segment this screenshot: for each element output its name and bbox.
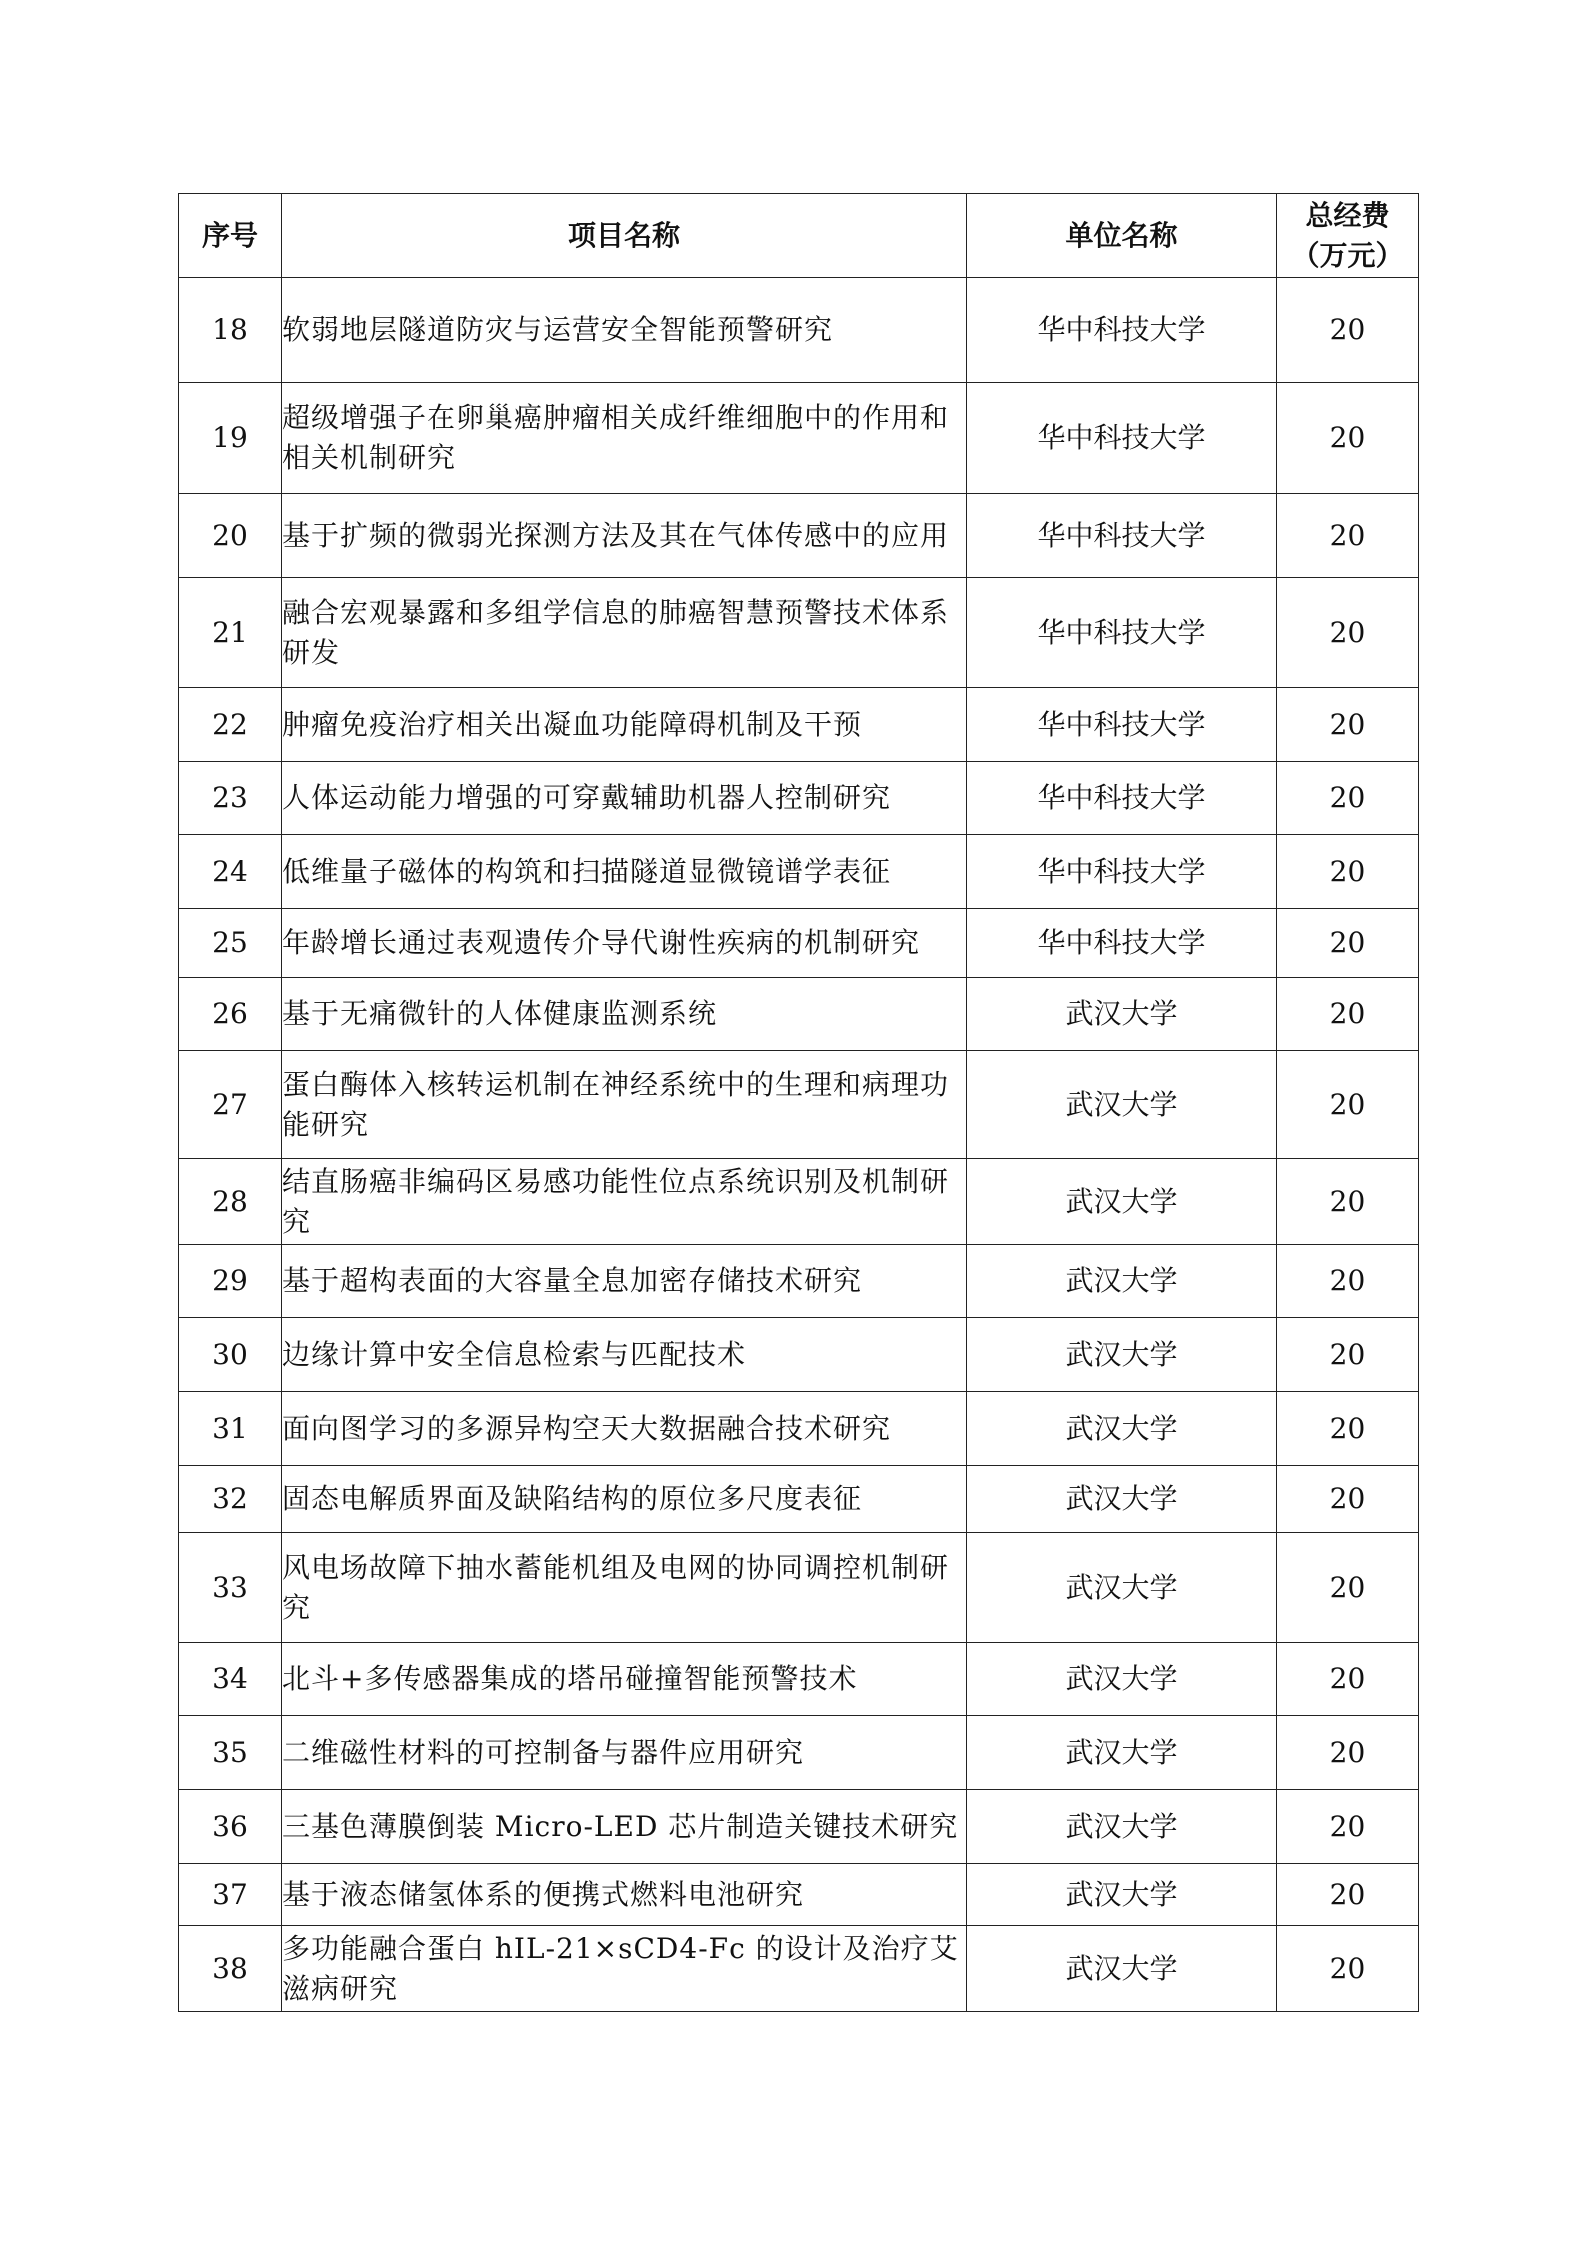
cell-fund: 20: [1277, 1864, 1419, 1926]
table-row: [179, 578, 1419, 688]
cell-num: 25: [179, 909, 282, 978]
cell-num: 26: [179, 978, 282, 1051]
cell-unit: 武汉大学: [967, 1864, 1277, 1926]
table-row: [179, 1051, 1419, 1159]
cell-unit: 武汉大学: [967, 1051, 1277, 1159]
cell-name: 低维量子磁体的构筑和扫描隧道显微镜谱学表征: [282, 835, 967, 909]
cell-num: 38: [179, 1926, 282, 2012]
cell-num: 32: [179, 1466, 282, 1533]
cell-name: 三基色薄膜倒装 Micro-LED 芯片制造关键技术研究: [282, 1790, 967, 1864]
cell-name: 基于扩频的微弱光探测方法及其在气体传感中的应用: [282, 494, 967, 578]
table-row: [179, 1466, 1419, 1533]
cell-num: 21: [179, 578, 282, 688]
table-row: [179, 1318, 1419, 1392]
cell-unit: 华中科技大学: [967, 762, 1277, 835]
cell-num: 28: [179, 1159, 282, 1245]
table-row: [179, 688, 1419, 762]
cell-num: 29: [179, 1245, 282, 1318]
cell-fund: 20: [1277, 1466, 1419, 1533]
cell-num: 36: [179, 1790, 282, 1864]
cell-num: 20: [179, 494, 282, 578]
cell-unit: 华中科技大学: [967, 494, 1277, 578]
cell-fund: 20: [1277, 1318, 1419, 1392]
cell-num: 31: [179, 1392, 282, 1466]
table-row: [179, 383, 1419, 494]
cell-unit: 武汉大学: [967, 1318, 1277, 1392]
table-row: [179, 835, 1419, 909]
table-row: [179, 1245, 1419, 1318]
cell-unit: 华中科技大学: [967, 383, 1277, 494]
cell-name: 基于无痛微针的人体健康监测系统: [282, 978, 967, 1051]
cell-unit: 武汉大学: [967, 1926, 1277, 2012]
cell-name: 蛋白酶体入核转运机制在神经系统中的生理和病理功能研究: [282, 1051, 967, 1159]
cell-num: 35: [179, 1716, 282, 1790]
cell-unit: 华中科技大学: [967, 688, 1277, 762]
cell-name: 固态电解质界面及缺陷结构的原位多尺度表征: [282, 1466, 967, 1533]
table-row: [179, 1392, 1419, 1466]
cell-unit: 武汉大学: [967, 1533, 1277, 1643]
cell-name: 基于超构表面的大容量全息加密存储技术研究: [282, 1245, 967, 1318]
cell-unit: 华中科技大学: [967, 278, 1277, 383]
cell-name: 多功能融合蛋白 hIL-21×sCD4-Fc 的设计及治疗艾滋病研究: [282, 1926, 967, 2012]
table-row: [179, 909, 1419, 978]
cell-fund: 20: [1277, 1392, 1419, 1466]
cell-unit: 武汉大学: [967, 1245, 1277, 1318]
cell-fund: 20: [1277, 1245, 1419, 1318]
cell-name: 肿瘤免疫治疗相关出凝血功能障碍机制及干预: [282, 688, 967, 762]
cell-unit: 武汉大学: [967, 1466, 1277, 1533]
table-row: [179, 1533, 1419, 1643]
cell-unit: 武汉大学: [967, 1392, 1277, 1466]
cell-name: 软弱地层隧道防灾与运营安全智能预警研究: [282, 278, 967, 383]
cell-fund: 20: [1277, 1790, 1419, 1864]
cell-fund: 20: [1277, 909, 1419, 978]
cell-name: 基于液态储氢体系的便携式燃料电池研究: [282, 1864, 967, 1926]
cell-num: 37: [179, 1864, 282, 1926]
cell-fund: 20: [1277, 578, 1419, 688]
header-name: 项目名称: [282, 194, 967, 278]
table-row: [179, 978, 1419, 1051]
cell-unit: 华中科技大学: [967, 909, 1277, 978]
header-fund-line2: （万元）: [1291, 238, 1404, 272]
cell-num: 33: [179, 1533, 282, 1643]
cell-name: 人体运动能力增强的可穿戴辅助机器人控制研究: [282, 762, 967, 835]
cell-fund: 20: [1277, 494, 1419, 578]
cell-num: 18: [179, 278, 282, 383]
cell-unit: 武汉大学: [967, 1790, 1277, 1864]
cell-fund: 20: [1277, 1533, 1419, 1643]
cell-fund: 20: [1277, 688, 1419, 762]
header-fund-line1: 总经费: [1305, 198, 1390, 232]
table-row: [179, 1864, 1419, 1926]
cell-name: 二维磁性材料的可控制备与器件应用研究: [282, 1716, 967, 1790]
cell-unit: 华中科技大学: [967, 835, 1277, 909]
cell-name: 北斗+多传感器集成的塔吊碰撞智能预警技术: [282, 1643, 967, 1716]
header-num: 序号: [179, 194, 282, 278]
cell-unit: 武汉大学: [967, 1159, 1277, 1245]
cell-fund: 20: [1277, 1159, 1419, 1245]
cell-num: 19: [179, 383, 282, 494]
cell-unit: 武汉大学: [967, 1716, 1277, 1790]
cell-num: 22: [179, 688, 282, 762]
cell-fund: 20: [1277, 1716, 1419, 1790]
cell-num: 30: [179, 1318, 282, 1392]
table-row: [179, 278, 1419, 383]
cell-name: 年龄增长通过表观遗传介导代谢性疾病的机制研究: [282, 909, 967, 978]
cell-unit: 武汉大学: [967, 1643, 1277, 1716]
cell-num: 34: [179, 1643, 282, 1716]
cell-fund: 20: [1277, 383, 1419, 494]
header-unit: 单位名称: [967, 194, 1277, 278]
table-row: [179, 1159, 1419, 1245]
cell-fund: 20: [1277, 1926, 1419, 2012]
cell-name: 结直肠癌非编码区易感功能性位点系统识别及机制研究: [282, 1159, 967, 1245]
table-row: [179, 1643, 1419, 1716]
header-fund: [1277, 194, 1419, 278]
cell-name: 超级增强子在卵巢癌肿瘤相关成纤维细胞中的作用和相关机制研究: [282, 383, 967, 494]
cell-num: 24: [179, 835, 282, 909]
cell-unit: 武汉大学: [967, 978, 1277, 1051]
cell-name: 风电场故障下抽水蓄能机组及电网的协同调控机制研究: [282, 1533, 967, 1643]
project-table: [178, 193, 1419, 2012]
table-row: [179, 1716, 1419, 1790]
cell-fund: 20: [1277, 1643, 1419, 1716]
table-row: [179, 762, 1419, 835]
cell-fund: 20: [1277, 762, 1419, 835]
cell-name: 融合宏观暴露和多组学信息的肺癌智慧预警技术体系研发: [282, 578, 967, 688]
cell-name: 面向图学习的多源异构空天大数据融合技术研究: [282, 1392, 967, 1466]
cell-num: 27: [179, 1051, 282, 1159]
header-row: [179, 194, 1419, 278]
table-row: [179, 1790, 1419, 1864]
cell-num: 23: [179, 762, 282, 835]
cell-fund: 20: [1277, 1051, 1419, 1159]
table-row: [179, 1926, 1419, 2012]
cell-name: 边缘计算中安全信息检索与匹配技术: [282, 1318, 967, 1392]
cell-fund: 20: [1277, 278, 1419, 383]
cell-unit: 华中科技大学: [967, 578, 1277, 688]
cell-fund: 20: [1277, 978, 1419, 1051]
cell-fund: 20: [1277, 835, 1419, 909]
table-row: [179, 494, 1419, 578]
